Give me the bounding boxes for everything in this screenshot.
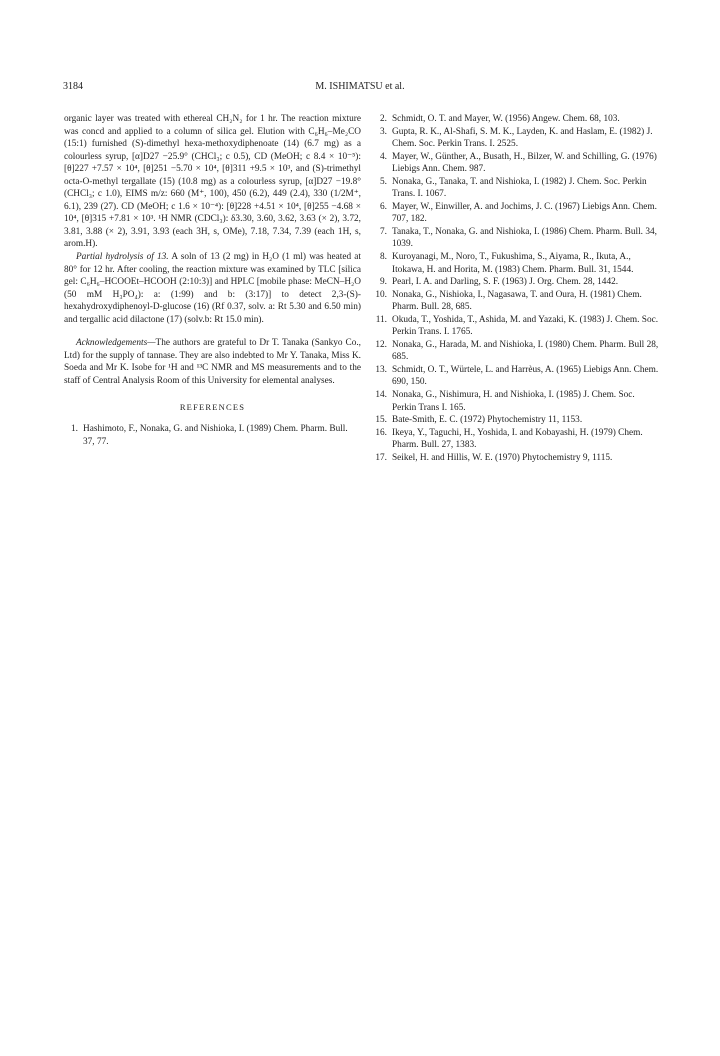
experimental-paragraph: organic layer was treated with ethereal CH₂N₂ for 1 hr. The reaction mixture was concd and applied to a column of silica gel. Elution with C₆H₆–Me₂CO (15:1) furnished (S)-dimethyl hexa-methoxydiphenoate (14) (6.7 mg) as a colourless syrup, [α]D27 −25.9° (CHCl₃; c 0.5), CD (MeOH; c 8.4 × 10⁻⁵): [θ]227 +7.57 × 10⁴, [θ]251 −5.70 × 10⁴, [θ]311 +9.5 × 10³, and (S)-trimethyl octa-O-methyl tergallate (15) (10.8 mg) as a colourless syrup, [α]D27 −19.8° (CHCl₃; c 1.0), EIMS m/z: 660 (M⁺, 100), 450 (6.2), 449 (2.4), 330 (1/2M⁺, 6.1), 239 (27). CD (MeOH; c 1.6 × 10⁻⁴): [θ]228 +4.51 × 10⁴, [θ]255 −4.68 × 10⁴, [θ]315 +7.81 × 10³. ¹H NMR (CDCl₃): δ3.30, 3.60, 3.62, 3.63 (× 2), 3.72, 3.81, 3.88 (× 2), 3.91, 3.93 (each 3H, s, OMe), 7.18, 7.34, 7.39 (each 1H, s, arom.H). bbox=[64, 114, 361, 250]
reference-text: Okuda, T., Yoshida, T., Ashida, M. and Yazaki, K. (1983) J. Chem. Soc. Perkin Trans. I. 1765. bbox=[392, 314, 659, 338]
reference-text: Nonaka, G., Nishioka, I., Nagasawa, T. and Oura, H. (1981) Chem. Pharm. Bull. 28, 685. bbox=[392, 289, 642, 313]
reference-text: Ikeya, Y., Taguchi, H., Yoshida, I. and Kobayashi, H. (1979) Chem. Pharm. Bull. 27, 1383. bbox=[392, 427, 643, 451]
reference-number: 8. bbox=[380, 252, 387, 263]
reference-item bbox=[373, 251, 661, 276]
reference-text: Tanaka, T., Nonaka, G. and Nishioka, I. (1986) Chem. Pharm. Bull. 34, 1039. bbox=[392, 226, 657, 250]
reference-text: Mayer, W., Einwiller, A. and Jochims, J. C. (1967) Liebigs Ann. Chem. 707, 182. bbox=[392, 201, 657, 225]
reference-number: 2. bbox=[380, 114, 387, 124]
reference-item bbox=[373, 226, 661, 251]
reference-item bbox=[373, 414, 661, 427]
reference-item bbox=[373, 389, 661, 414]
reference-item bbox=[373, 276, 661, 289]
reference-number: 12. bbox=[375, 339, 387, 350]
reference-item bbox=[373, 201, 661, 226]
references-heading: REFERENCES bbox=[179, 402, 246, 413]
reference-item bbox=[373, 176, 661, 201]
reference-number: 16. bbox=[375, 427, 387, 438]
reference-text: Nonaka, G., Harada, M. and Nishioka, I. (1980) Chem. Pharm. Bull 28, 685. bbox=[392, 339, 659, 363]
reference-item bbox=[64, 423, 361, 448]
reference-number: 13. bbox=[375, 364, 387, 375]
reference-number: 9. bbox=[380, 277, 387, 288]
right-column bbox=[373, 113, 661, 464]
reference-text: Kuroyanagi, M., Noro, T., Fukushima, S., Aiyama, R., Ikuta, A., Itokawa, H. and Horita, M. (1983) Chem. Pharm. Bull. 31, 1544. bbox=[392, 252, 634, 275]
reference-item bbox=[373, 289, 661, 314]
reference-number: 6. bbox=[380, 201, 387, 212]
reference-text: Nonaka, G., Tanaka, T. and Nishioka, I. (1982) J. Chem. Soc. Perkin Trans. I. 1067. bbox=[392, 176, 647, 200]
reference-number: 5. bbox=[380, 176, 387, 187]
reference-text: Bate-Smith, E. C. (1972) Phytochemistry 11, 1153. bbox=[392, 415, 583, 426]
reference-text: Seikel, H. and Hillis, W. E. (1970) Phytochemistry 9, 1115. bbox=[392, 452, 613, 463]
reference-item bbox=[373, 314, 661, 339]
acknowledgements-title: Acknowledgements— bbox=[76, 338, 156, 349]
reference-number: 17. bbox=[375, 452, 387, 463]
reference-text: Hashimoto, F., Nonaka, G. and Nishioka, I. (1989) Chem. Pharm. Bull. 37, 77. bbox=[83, 424, 348, 447]
reference-item bbox=[373, 427, 661, 452]
reference-text: Pearl, I. A. and Darling, S. F. (1963) J. Org. Chem. 28, 1442. bbox=[392, 277, 619, 288]
partial-hydrolysis-text: A soln of 13 (2 mg) in H₂O (1 ml) was heated at 80° for 12 hr. After cooling, the reaction mixture was examined by TLC [silica gel: C₆H₆–HCOOEt–HCOOH (2:10:3)] and HPLC [mobile phase: MeCN–H₂O (50 mM H₃PO₄): a: (1:99) and b: (3:17)] to detect 2,3-(S)-hexahydroxydiphenoyl-D-glucose (16) (Rf 0.37, solv. a: Rt 5.30 and 6.50 min) and tergallic acid dilactone (17) (solv.b: Rt 15.0 min). bbox=[64, 252, 362, 325]
partial-hydrolysis-paragraph bbox=[64, 251, 361, 326]
reference-item bbox=[373, 113, 661, 126]
page-number: 3184 bbox=[63, 81, 83, 92]
reference-item bbox=[373, 339, 661, 364]
reference-text: Gupta, R. K., Al-Shafi, S. M. K., Layden, K. and Haslam, E. (1982) J. Chem. Soc. Perkin Trans. I. 2525. bbox=[392, 126, 653, 150]
reference-text: Schmidt, O. T., Würtele, L. and Harrèus, A. (1965) Liebigs Ann. Chem. 690, 150. bbox=[392, 364, 659, 388]
reference-number: 4. bbox=[380, 151, 387, 162]
reference-number: 1. bbox=[71, 424, 78, 435]
partial-hydrolysis-title: Partial hydrolysis of 13. bbox=[76, 252, 169, 263]
reference-item bbox=[373, 126, 661, 151]
reference-text: Nonaka, G., Nishimura, H. and Nishioka, I. (1985) J. Chem. Soc. Perkin Trans I. 165. bbox=[392, 390, 635, 413]
running-head: M. ISHIMATSU et al. bbox=[315, 81, 405, 92]
reference-number: 10. bbox=[375, 289, 387, 300]
reference-item bbox=[373, 151, 661, 176]
reference-text: Mayer, W., Günther, A., Busath, H., Bilzer, W. and Schilling, G. (1976) Liebigs Ann. Chem. 987. bbox=[392, 151, 657, 175]
reference-number: 7. bbox=[380, 226, 387, 237]
reference-item bbox=[373, 452, 661, 465]
acknowledgements-paragraph bbox=[64, 337, 361, 387]
acknowledgements-text: The authors are grateful to Dr T. Tanaka (Sankyo Co., Ltd) for the supply of tannase. They are also indebted to Mr Y. Tanaka, Miss K. Soeda and Mr K. Isobe for ¹H and ¹³C NMR and MS measurements and to the staff of Central Analysis Room of this University for elemental analyses. bbox=[64, 338, 361, 386]
reference-number: 15. bbox=[375, 415, 387, 426]
reference-item bbox=[373, 364, 661, 389]
reference-number: 11. bbox=[375, 314, 387, 325]
reference-number: 14. bbox=[375, 390, 387, 401]
left-column bbox=[64, 113, 361, 448]
reference-text: Schmidt, O. T. and Mayer, W. (1956) Angew. Chem. 68, 103. bbox=[392, 114, 620, 124]
reference-number: 3. bbox=[380, 126, 387, 137]
